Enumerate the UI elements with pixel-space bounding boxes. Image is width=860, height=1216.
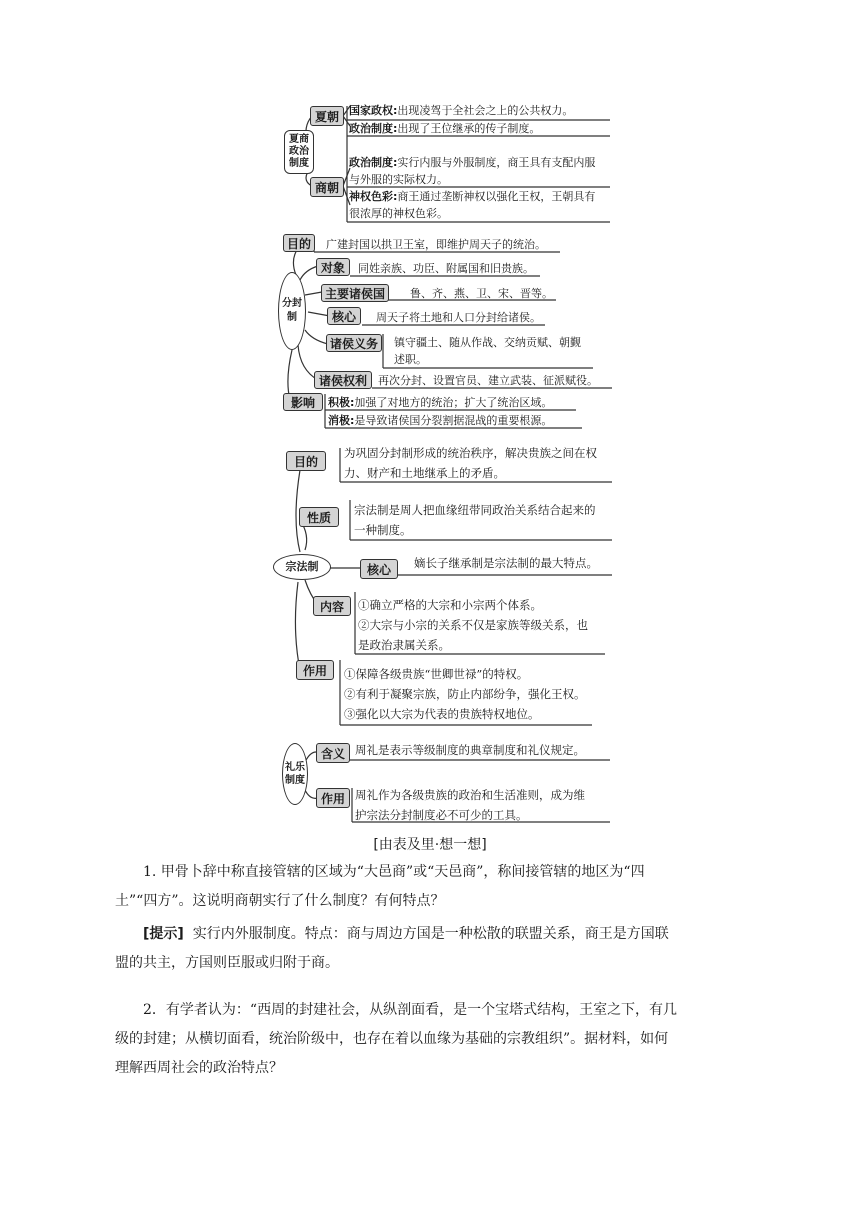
xia-dynasty-tag: 夏朝	[310, 106, 344, 126]
liyue-meaning-text: 周礼是表示等级制度的典章制度和礼仪规定。	[355, 743, 585, 757]
fenfeng-purpose-text: 广建封国以拱卫王室，即维护周天子的统治。	[326, 238, 546, 251]
fenfeng-duty-tag: 诸侯义务	[326, 334, 382, 352]
zongfa-root-node: 宗法制	[273, 554, 331, 580]
fenfeng-root-node: 分封制	[278, 272, 306, 350]
zongfa-purpose-tag: 目的	[286, 451, 326, 471]
shang-political-system: 政治制度:实行内服与外服制度，商王具有支配内服 与外服的实际权力。	[349, 156, 596, 186]
zongfa-effect-text: ①保障各级贵族“世卿世禄”的特权。 ②有利于凝聚宗族，防止内部纷争，强化王权。 ③强化以大宗为代表的贵族特权地位。	[344, 667, 586, 721]
fenfeng-positive: 积极:加强了对地方的统治；扩大了统治区域。	[328, 396, 553, 409]
zongfa-nature-text: 宗法制是周人把血缘纽带同政治关系结合起来的 一种制度。	[354, 503, 596, 537]
fenfeng-core-text: 周天子将土地和人口分封给诸侯。	[376, 311, 541, 324]
zongfa-nature-tag: 性质	[299, 507, 339, 527]
zongfa-core-text: 嫡长子继承制是宗法制的最大特点。	[414, 556, 598, 570]
hint-1: [提示] 实行内外服制度。特点：商与周边方国是一种松散的联盟关系，商王是方国联 盟的共主，方国则臣服或归附于商。	[115, 926, 669, 971]
fenfeng-target-tag: 对象	[316, 258, 350, 276]
fenfeng-negative: 消极:是导致诸侯国分裂割据混战的重要根源。	[328, 414, 553, 427]
fenfeng-purpose-tag: 目的	[283, 234, 315, 252]
zongfa-purpose-text: 为巩固分封制形成的统治秩序，解决贵族之间在权 力、财产和土地继承上的矛盾。	[344, 446, 597, 480]
question-2: 2．有学者认为：“西周的封建社会，从纵剖面看，是一个宝塔式结构，王室之下，有几 级的封建；从横切面看，统治阶级中，也存在着以血缘为基础的宗教组织”。据材料，如何 理解西周社会的政治特点？	[115, 1002, 678, 1076]
zongfa-content-text: ①确立严格的大宗和小宗两个体系。 ②大宗与小宗的关系不仅是家族等级关系，也 是政治隶属关系。	[358, 598, 588, 652]
zongfa-content-tag: 内容	[313, 596, 351, 616]
liyue-effect-tag: 作用	[316, 788, 350, 808]
fenfeng-rights-tag: 诸侯权利	[314, 371, 372, 389]
fenfeng-states-tag: 主要诸侯国	[321, 284, 389, 302]
fenfeng-influence-tag: 影响	[283, 393, 323, 411]
fenfeng-core-tag: 核心	[327, 307, 361, 325]
xiashang-root-node: 夏商政治制度	[284, 130, 314, 174]
question-1: 1. 甲骨卜辞中称直接管辖的区域为“大邑商”或“天邑商”，称间接管辖的地区为“四 土”“四方”。这说明商朝实行了什么制度？有何特点？	[115, 864, 645, 909]
shang-theocracy: 神权色彩:商王通过垄断神权以强化王权，王朝具有 很浓厚的神权色彩。	[349, 190, 596, 220]
liyue-root-node: 礼乐制度	[282, 743, 308, 805]
fenfeng-rights-text: 再次分封、设置官员、建立武装、征派赋役。	[378, 374, 598, 387]
hint-label: [提示]	[143, 926, 184, 942]
zongfa-core-tag: 核心	[360, 559, 398, 579]
zongfa-effect-tag: 作用	[296, 660, 334, 680]
section-heading: [由表及里·想一想]	[373, 837, 487, 853]
shang-dynasty-tag: 商朝	[310, 177, 344, 197]
liyue-effect-text: 周礼作为各级贵族的政治和生活准则，成为维 护宗法分封制度必不可少的工具。	[355, 788, 585, 822]
xia-political-system: 政治制度:出现了王位继承的传子制度。	[349, 122, 541, 135]
xia-state-power: 国家政权:出现凌驾于全社会之上的公共权力。	[349, 104, 574, 117]
fenfeng-target-text: 同姓亲族、功臣、附属国和旧贵族。	[358, 262, 534, 275]
liyue-meaning-tag: 含义	[316, 743, 350, 763]
fenfeng-states-text: 鲁、齐、燕、卫、宋、晋等。	[410, 287, 553, 300]
fenfeng-duty-text: 镇守疆土、随从作战、交纳贡赋、朝觐 述职。	[394, 336, 581, 366]
